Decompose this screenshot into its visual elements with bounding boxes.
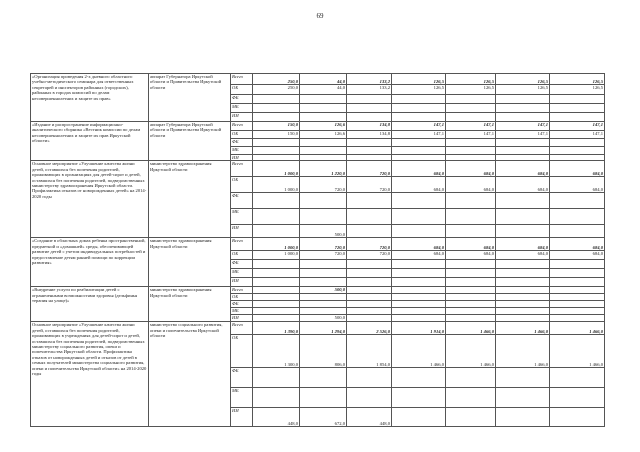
amount-cell: 1 466,0 bbox=[550, 335, 605, 368]
amount-cell bbox=[496, 287, 550, 294]
amount-cell bbox=[550, 139, 605, 147]
amount-cell bbox=[392, 139, 446, 147]
amount-cell bbox=[446, 408, 496, 427]
funding-source: МБ bbox=[231, 209, 253, 225]
amount-cell bbox=[300, 269, 347, 278]
amount-cell: 126,5 bbox=[496, 85, 550, 95]
funding-source: МБ bbox=[231, 104, 253, 113]
amount-cell bbox=[300, 104, 347, 113]
amount-cell: 147,1 bbox=[550, 122, 605, 131]
amount-cell bbox=[347, 209, 392, 225]
funding-source: ИИ bbox=[231, 225, 253, 238]
amount-cell bbox=[496, 278, 550, 287]
table-row bbox=[31, 238, 605, 251]
amount-cell: 720,0 bbox=[347, 177, 392, 193]
amount-cell: 684,0 bbox=[496, 251, 550, 260]
amount-cell bbox=[300, 368, 347, 388]
amount-cell bbox=[550, 315, 605, 322]
amount-cell bbox=[496, 269, 550, 278]
amount-cell: 44,0 bbox=[300, 74, 347, 85]
amount-cell: 1 220,0 bbox=[300, 161, 347, 177]
amount-cell: 684,0 bbox=[446, 161, 496, 177]
amount-cell: 133,2 bbox=[347, 85, 392, 95]
amount-cell bbox=[496, 408, 550, 427]
amount-cell bbox=[392, 104, 446, 113]
amount-cell: 147,1 bbox=[392, 122, 446, 131]
amount-cell bbox=[347, 147, 392, 155]
funding-source: Всего bbox=[231, 161, 253, 177]
amount-cell bbox=[496, 315, 550, 322]
amount-cell: 720,0 bbox=[347, 238, 392, 251]
amount-cell bbox=[550, 388, 605, 408]
amount-cell bbox=[550, 278, 605, 287]
amount-cell bbox=[300, 139, 347, 147]
measure-executor: аппарат Губернатора Иркутской области и Правительства Иркутской области bbox=[149, 74, 231, 122]
amount-cell: 684,0 bbox=[446, 177, 496, 193]
amount-cell bbox=[253, 260, 300, 269]
funding-source: Всего bbox=[231, 322, 253, 335]
table-row bbox=[31, 287, 605, 294]
amount-cell bbox=[446, 294, 496, 301]
funding-table bbox=[30, 73, 605, 427]
amount-cell: 1 000,0 bbox=[253, 177, 300, 193]
amount-cell bbox=[347, 95, 392, 104]
funding-source: ОБ bbox=[231, 131, 253, 139]
amount-cell: 1 300,0 bbox=[253, 335, 300, 368]
amount-cell bbox=[392, 388, 446, 408]
amount-cell: 126,5 bbox=[550, 85, 605, 95]
amount-cell: 1 000,0 bbox=[253, 161, 300, 177]
amount-cell bbox=[550, 294, 605, 301]
amount-cell bbox=[550, 368, 605, 388]
funding-source: ИИ bbox=[231, 155, 253, 161]
amount-cell: 720,0 bbox=[300, 238, 347, 251]
amount-cell: 720,0 bbox=[300, 251, 347, 260]
amount-cell: 147,1 bbox=[446, 131, 496, 139]
amount-cell: 684,0 bbox=[496, 161, 550, 177]
measure-executor: министерство здравоохранения Иркутской области bbox=[149, 238, 231, 287]
amount-cell bbox=[347, 294, 392, 301]
amount-cell: 720,0 bbox=[347, 251, 392, 260]
amount-cell: 126,5 bbox=[496, 74, 550, 85]
amount-cell bbox=[347, 301, 392, 308]
amount-cell bbox=[550, 260, 605, 269]
amount-cell: 684,0 bbox=[446, 251, 496, 260]
amount-cell: 126,5 bbox=[392, 85, 446, 95]
amount-cell bbox=[392, 308, 446, 315]
amount-cell: 1 000,0 bbox=[253, 238, 300, 251]
amount-cell bbox=[347, 368, 392, 388]
amount-cell bbox=[347, 315, 392, 322]
funding-source: ОБ bbox=[231, 85, 253, 95]
amount-cell bbox=[392, 225, 446, 238]
funding-source: ОБ bbox=[231, 251, 253, 260]
amount-cell bbox=[392, 113, 446, 122]
amount-cell bbox=[446, 308, 496, 315]
amount-cell: 448,0 bbox=[347, 408, 392, 427]
amount-cell: 1 466,0 bbox=[550, 322, 605, 335]
amount-cell: 1 466,0 bbox=[446, 322, 496, 335]
funding-source: ОБ bbox=[231, 335, 253, 368]
amount-cell bbox=[392, 193, 446, 209]
amount-cell bbox=[300, 147, 347, 155]
amount-cell bbox=[496, 193, 550, 209]
funding-source: Всего bbox=[231, 122, 253, 131]
amount-cell bbox=[550, 113, 605, 122]
amount-cell bbox=[347, 139, 392, 147]
amount-cell: 1 854,0 bbox=[347, 335, 392, 368]
amount-cell bbox=[253, 269, 300, 278]
measure-name: «Издание и распространение информационно-аналитического сборника «Вестник комиссии по делам несовершеннолетних и защите их прав Иркутской области» bbox=[31, 122, 149, 161]
amount-cell: 1 466,0 bbox=[446, 335, 496, 368]
amount-cell bbox=[253, 368, 300, 388]
amount-cell: 684,0 bbox=[550, 251, 605, 260]
amount-cell bbox=[496, 104, 550, 113]
measure-name: «Организация проведения 2-х дневного областного учебно-методического семинара для ответственных секретарей и инспекторов районных (городских), районных в городах комиссий по делам несовершеннолетних и защите их прав» bbox=[31, 74, 149, 122]
amount-cell bbox=[300, 193, 347, 209]
amount-cell bbox=[392, 278, 446, 287]
amount-cell bbox=[496, 294, 550, 301]
amount-cell bbox=[347, 278, 392, 287]
funding-source: ФБ bbox=[231, 193, 253, 209]
measure-name: «Создание в областных домах ребенка пространственной, предметной и «домашней» среды, обеспечивающей развитие детей с учетом индивидуальных потребностей и предоставление детям ранней помощи по коррекции развития» bbox=[31, 238, 149, 287]
funding-source: ОБ bbox=[231, 294, 253, 301]
amount-cell: 684,0 bbox=[550, 238, 605, 251]
amount-cell bbox=[392, 287, 446, 294]
amount-cell bbox=[446, 113, 496, 122]
amount-cell: 500,0 bbox=[300, 225, 347, 238]
amount-cell: 147,1 bbox=[446, 122, 496, 131]
amount-cell bbox=[446, 209, 496, 225]
amount-cell bbox=[392, 260, 446, 269]
amount-cell bbox=[347, 113, 392, 122]
amount-cell: 147,1 bbox=[550, 131, 605, 139]
amount-cell bbox=[253, 113, 300, 122]
amount-cell bbox=[392, 209, 446, 225]
table-row bbox=[31, 322, 605, 335]
measure-executor: аппарат Губернатора Иркутской области и Правительства Иркутской области bbox=[149, 122, 231, 161]
amount-cell: 684,0 bbox=[392, 251, 446, 260]
amount-cell bbox=[392, 95, 446, 104]
amount-cell bbox=[300, 388, 347, 408]
amount-cell bbox=[300, 260, 347, 269]
funding-source: Всего bbox=[231, 287, 253, 294]
funding-source: ОБ bbox=[231, 177, 253, 193]
amount-cell bbox=[446, 147, 496, 155]
amount-cell bbox=[347, 308, 392, 315]
amount-cell: 720,0 bbox=[347, 161, 392, 177]
amount-cell bbox=[550, 209, 605, 225]
amount-cell bbox=[496, 308, 550, 315]
funding-source: Всего bbox=[231, 74, 253, 85]
amount-cell bbox=[253, 209, 300, 225]
amount-cell bbox=[253, 315, 300, 322]
funding-source: МБ bbox=[231, 308, 253, 315]
amount-cell bbox=[496, 388, 550, 408]
amount-cell bbox=[550, 408, 605, 427]
amount-cell: 126,5 bbox=[446, 85, 496, 95]
funding-source: ИИ bbox=[231, 278, 253, 287]
amount-cell: 1 294,0 bbox=[300, 322, 347, 335]
amount-cell bbox=[300, 294, 347, 301]
amount-cell bbox=[392, 315, 446, 322]
amount-cell: 126,5 bbox=[392, 74, 446, 85]
amount-cell bbox=[253, 301, 300, 308]
measure-name: Основное мероприятие «Улучшение качества жизни детей, оставшихся без попечения родителей, проживающих в организациях для детей-сирот и детей, оставшихся без попечения родителей, подведомственных министерству здравоохранения Иркутской области. Профилактика отказов от новорожденных детей» на 2014-2020 годы bbox=[31, 161, 149, 238]
funding-source: ФБ bbox=[231, 95, 253, 104]
amount-cell: 134,8 bbox=[347, 131, 392, 139]
amount-cell bbox=[496, 225, 550, 238]
amount-cell: 147,1 bbox=[496, 122, 550, 131]
amount-cell bbox=[253, 308, 300, 315]
amount-cell bbox=[446, 95, 496, 104]
amount-cell: 250,0 bbox=[253, 74, 300, 85]
amount-cell bbox=[347, 104, 392, 113]
funding-source: ФБ bbox=[231, 260, 253, 269]
amount-cell: 126,6 bbox=[300, 131, 347, 139]
amount-cell bbox=[446, 193, 496, 209]
amount-cell bbox=[446, 139, 496, 147]
amount-cell bbox=[550, 225, 605, 238]
funding-source: ФБ bbox=[231, 368, 253, 388]
amount-cell bbox=[446, 260, 496, 269]
amount-cell bbox=[392, 301, 446, 308]
amount-cell: 684,0 bbox=[496, 177, 550, 193]
amount-cell: 133,2 bbox=[347, 74, 392, 85]
amount-cell: 672,0 bbox=[300, 408, 347, 427]
table-row bbox=[31, 161, 605, 177]
amount-cell bbox=[253, 287, 300, 294]
amount-cell bbox=[496, 368, 550, 388]
amount-cell bbox=[446, 104, 496, 113]
amount-cell: 134,8 bbox=[347, 122, 392, 131]
funding-source: МБ bbox=[231, 388, 253, 408]
amount-cell bbox=[550, 104, 605, 113]
amount-cell bbox=[446, 225, 496, 238]
funding-source: ИИ bbox=[231, 113, 253, 122]
amount-cell bbox=[446, 368, 496, 388]
funding-source: Всего bbox=[231, 238, 253, 251]
amount-cell bbox=[253, 104, 300, 113]
measure-name: «Внедрение услуги по реабилитации детей с ограниченными возможностями здоровья (дельфинья терапия на улице)» bbox=[31, 287, 149, 322]
amount-cell: 1 390,0 bbox=[253, 322, 300, 335]
amount-cell bbox=[446, 388, 496, 408]
measure-executor: министерство социального развития, опеки и попечительства Иркутской области bbox=[149, 322, 231, 427]
amount-cell bbox=[550, 308, 605, 315]
amount-cell bbox=[300, 308, 347, 315]
funding-source: МБ bbox=[231, 269, 253, 278]
amount-cell bbox=[347, 269, 392, 278]
amount-cell bbox=[550, 301, 605, 308]
funding-source: ФБ bbox=[231, 139, 253, 147]
amount-cell bbox=[253, 193, 300, 209]
amount-cell bbox=[253, 225, 300, 238]
amount-cell bbox=[300, 301, 347, 308]
amount-cell bbox=[550, 287, 605, 294]
amount-cell: 500,0 bbox=[300, 287, 347, 294]
amount-cell: 684,0 bbox=[550, 161, 605, 177]
amount-cell bbox=[392, 147, 446, 155]
funding-source: ФБ bbox=[231, 301, 253, 308]
amount-cell: 448,0 bbox=[253, 408, 300, 427]
amount-cell: 1 914,0 bbox=[392, 322, 446, 335]
amount-cell bbox=[300, 113, 347, 122]
amount-cell bbox=[392, 368, 446, 388]
amount-cell bbox=[253, 147, 300, 155]
amount-cell bbox=[347, 388, 392, 408]
amount-cell bbox=[496, 95, 550, 104]
amount-cell bbox=[446, 287, 496, 294]
amount-cell: 684,0 bbox=[392, 238, 446, 251]
amount-cell bbox=[446, 315, 496, 322]
table-row bbox=[31, 122, 605, 131]
amount-cell bbox=[392, 294, 446, 301]
amount-cell bbox=[392, 269, 446, 278]
amount-cell bbox=[496, 147, 550, 155]
amount-cell: 150,0 bbox=[253, 122, 300, 131]
amount-cell bbox=[253, 294, 300, 301]
amount-cell bbox=[347, 287, 392, 294]
amount-cell bbox=[253, 388, 300, 408]
amount-cell: 1 000,0 bbox=[253, 251, 300, 260]
amount-cell bbox=[253, 95, 300, 104]
amount-cell bbox=[550, 269, 605, 278]
measure-executor: министерство здравоохранения Иркутской области bbox=[149, 287, 231, 322]
amount-cell bbox=[496, 260, 550, 269]
table-row bbox=[31, 74, 605, 85]
amount-cell: 1 466,0 bbox=[496, 335, 550, 368]
amount-cell bbox=[446, 301, 496, 308]
amount-cell bbox=[300, 95, 347, 104]
amount-cell bbox=[550, 147, 605, 155]
amount-cell: 684,0 bbox=[446, 238, 496, 251]
amount-cell: 126,6 bbox=[300, 122, 347, 131]
amount-cell bbox=[347, 260, 392, 269]
amount-cell bbox=[253, 278, 300, 287]
funding-source: ИИ bbox=[231, 408, 253, 427]
amount-cell bbox=[300, 278, 347, 287]
amount-cell: 684,0 bbox=[392, 177, 446, 193]
amount-cell: 1 466,0 bbox=[496, 322, 550, 335]
amount-cell: 2 526,0 bbox=[347, 322, 392, 335]
page-number: 69 bbox=[316, 12, 324, 20]
amount-cell: 720,0 bbox=[300, 177, 347, 193]
amount-cell bbox=[550, 95, 605, 104]
funding-source: ИИ bbox=[231, 315, 253, 322]
amount-cell: 147,1 bbox=[392, 131, 446, 139]
amount-cell: 806,0 bbox=[300, 335, 347, 368]
amount-cell: 684,0 bbox=[550, 177, 605, 193]
amount-cell: 500,0 bbox=[300, 315, 347, 322]
amount-cell bbox=[253, 139, 300, 147]
amount-cell: 1 466,0 bbox=[392, 335, 446, 368]
amount-cell: 147,1 bbox=[496, 131, 550, 139]
amount-cell bbox=[496, 209, 550, 225]
amount-cell bbox=[496, 301, 550, 308]
amount-cell: 250,0 bbox=[253, 85, 300, 95]
amount-cell: 126,5 bbox=[550, 74, 605, 85]
amount-cell bbox=[300, 209, 347, 225]
funding-source: МБ bbox=[231, 147, 253, 155]
amount-cell bbox=[446, 269, 496, 278]
amount-cell bbox=[392, 408, 446, 427]
amount-cell bbox=[550, 193, 605, 209]
amount-cell: 44,0 bbox=[300, 85, 347, 95]
amount-cell: 126,5 bbox=[446, 74, 496, 85]
amount-cell bbox=[496, 139, 550, 147]
amount-cell: 150,0 bbox=[253, 131, 300, 139]
amount-cell: 684,0 bbox=[392, 161, 446, 177]
measure-executor: министерство здравоохранения Иркутской области bbox=[149, 161, 231, 238]
amount-cell bbox=[446, 278, 496, 287]
amount-cell bbox=[496, 113, 550, 122]
amount-cell: 684,0 bbox=[496, 238, 550, 251]
amount-cell bbox=[347, 193, 392, 209]
amount-cell bbox=[347, 225, 392, 238]
measure-name: Основное мероприятие «Улучшение качества жизни детей, оставшихся без попечения родителей, проживающих в учреждениях для детей-сирот и детей, оставшихся без попечения родителей, подведомственных министерству социального развития, опеки и попечительства Иркутской области. Профилактика отказов от новорожденных детей и отказов от детей в семьях получателей министерства социального развития, опеки и попечительства Иркутской области» на 2014-2020 годы bbox=[31, 322, 149, 427]
